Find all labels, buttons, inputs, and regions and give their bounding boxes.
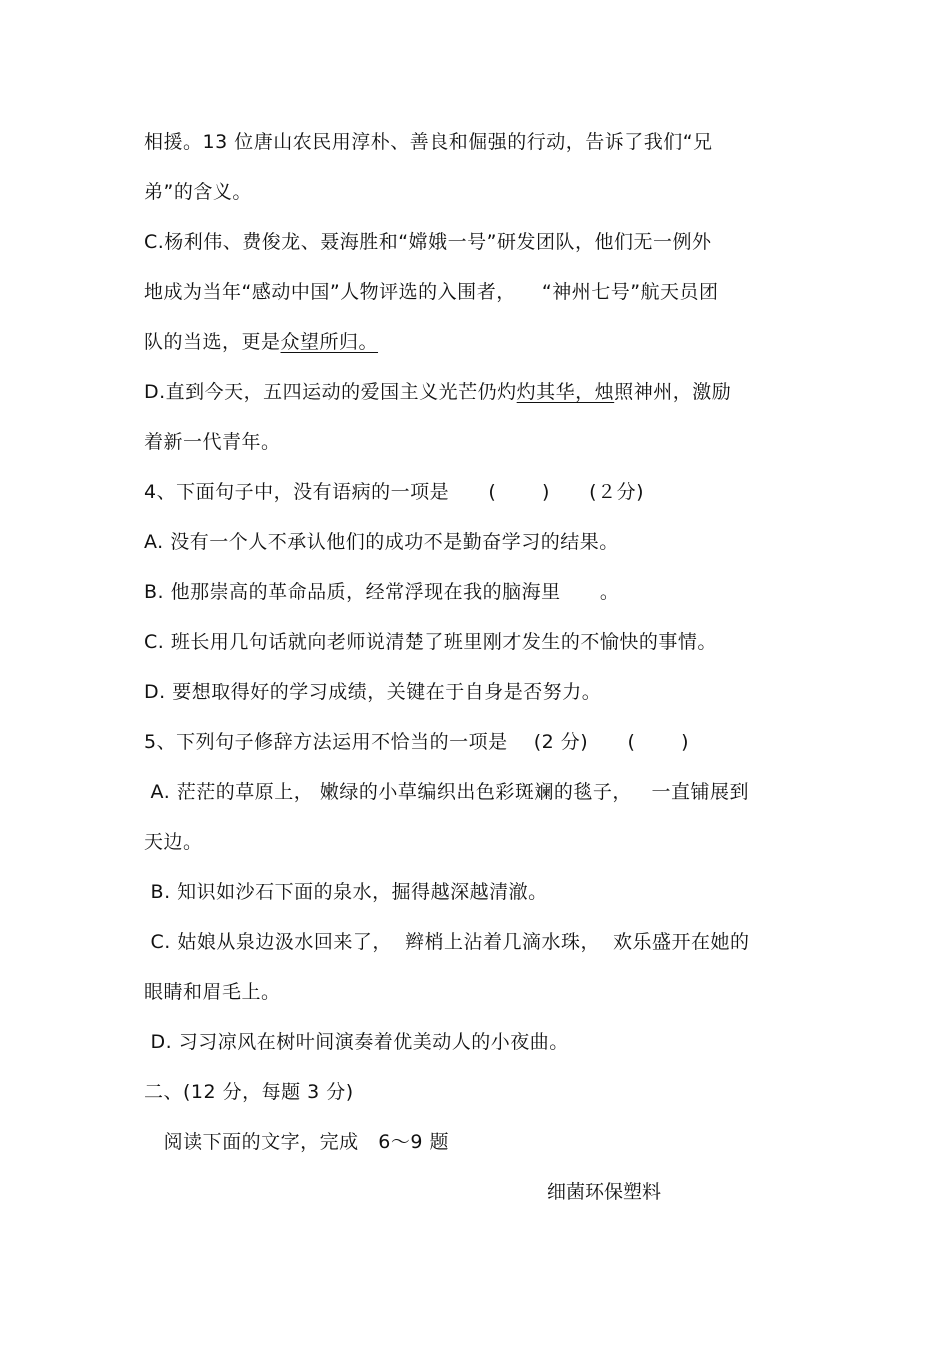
q5-option-c-line-2: 眼睛和眉毛上。 [144, 981, 281, 1003]
q3-option-c-text: 队的当选，更是 [144, 331, 281, 353]
q3-option-c-underlined-phrase: 众望所归。 [280, 331, 379, 353]
q5-stem: 5、下列句子修辞方法运用不恰当的一项是 (2 分) ( ) [144, 731, 690, 753]
q3-option-d-line-2: 着新一代青年。 [144, 431, 281, 453]
article-title: 细菌环保塑料 [547, 1181, 662, 1203]
q3-option-d-underlined-phrase: 灼其华，烛 [516, 381, 615, 403]
section-2-instruction: 阅读下面的文字，完成 6～9 题 [144, 1131, 449, 1153]
q3-option-b-continuation-1: 相援。13 位唐山农民用淳朴、善良和倔强的行动，告诉了我们“兄 [144, 131, 713, 153]
q5-option-c-line-1: C. 姑娘从泉边汲水回来了， 辫梢上沾着几滴水珠， 欢乐盛开在她的 [144, 931, 750, 953]
q5-option-a-line-2: 天边。 [144, 831, 203, 853]
q4-option-d: D. 要想取得好的学习成绩，关键在于自身是否努力。 [144, 681, 602, 703]
q3-option-d-text-post: 照神州，激励 [614, 381, 732, 403]
section-2-heading: 二、(12 分，每题 3 分) [144, 1081, 354, 1103]
q3-option-b-continuation-2: 弟”的含义。 [144, 181, 252, 203]
q3-option-c-line-2: 地成为当年“感动中国”人物评选的入围者， “神州七号”航天员团 [144, 281, 719, 303]
q4-option-b: B. 他那崇高的革命品质，经常浮现在我的脑海里 。 [144, 581, 620, 603]
q4-option-c: C. 班长用几句话就向老师说清楚了班里刚才发生的不愉快的事情。 [144, 631, 717, 653]
q3-option-c-line-1: C.杨利伟、费俊龙、聂海胜和“嫦娥一号”研发团队，他们无一例外 [144, 231, 712, 253]
q5-option-a-line-1: A. 茫茫的草原上， 嫩绿的小草编织出色彩斑斓的毯子， 一直铺展到 [144, 781, 749, 803]
q4-option-a: A. 没有一个人不承认他们的成功不是勤奋学习的结果。 [144, 531, 619, 553]
q3-option-d-text-pre: D.直到今天，五四运动的爱国主义光芒仍灼 [144, 381, 517, 403]
q4-stem: 4、下面句子中，没有语病的一项是 ( ) (２分) [144, 481, 644, 503]
q3-option-c-line-3 [144, 330, 378, 354]
q5-option-b: B. 知识如沙石下面的泉水，掘得越深越清澈。 [144, 881, 548, 903]
q5-option-d: D. 习习凉风在树叶间演奏着优美动人的小夜曲。 [144, 1031, 569, 1053]
q3-option-d-line-1 [144, 380, 731, 404]
